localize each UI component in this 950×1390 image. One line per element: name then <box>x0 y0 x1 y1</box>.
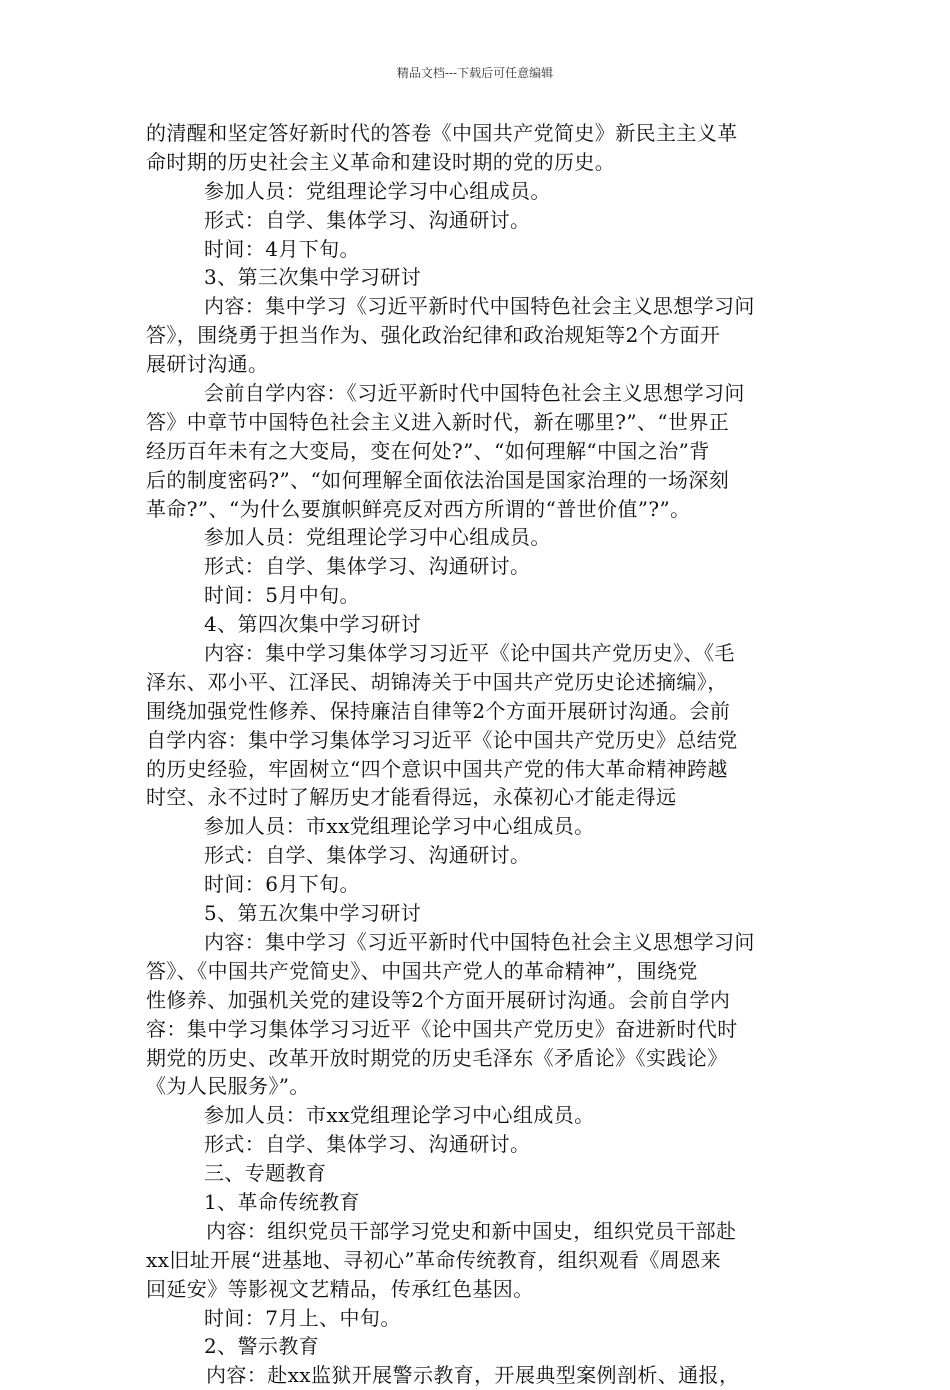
text-line: 内容：集中学习《习近平新时代中国特色社会主义思想学习问 <box>204 294 755 319</box>
text-line: xx旧址开展“进基地、寻初心”革命传统教育，组织观看《周恩来 <box>146 1247 722 1272</box>
text-line: 4、第四次集中学习研讨 <box>204 612 422 637</box>
text-line: 《为人民服务》”。 <box>146 1074 310 1099</box>
text-line: 期党的历史、改革开放时期党的历史毛泽东《矛盾论》《实践论》 <box>146 1045 728 1070</box>
text-line: 展研讨沟通。 <box>146 352 269 377</box>
text-line: 会前自学内容：《习近平新时代中国特色社会主义思想学习问 <box>204 381 745 406</box>
text-line: 时间：5月中旬。 <box>204 583 360 608</box>
text-line: 革命?”、“为什么要旗帜鲜亮反对西方所谓的“普世价值”?”。 <box>146 496 691 521</box>
text-line: 的历史经验，牢固树立“四个意识中国共产党的伟大革命精神跨越 <box>146 756 728 781</box>
text-line: 参加人员：市xx党组理论学习中心组成员。 <box>204 814 595 839</box>
document-body <box>146 119 808 1390</box>
text-line: 容：集中学习集体学习习近平《论中国共产党历史》奋进新时代时 <box>146 1016 738 1041</box>
text-line: 形式：自学、集体学习、沟通研讨。 <box>204 207 531 232</box>
text-line: 泽东、邓小平、江泽民、胡锦涛关于中国共产党历史论述摘编》， <box>146 669 728 694</box>
text-line: 答》，围绕勇于担当作为、强化政治纪律和政治规矩等2个方面开 <box>146 323 721 348</box>
text-line: 内容：赴xx监狱开展警示教育，开展典型案例剖析、通报， <box>206 1363 740 1388</box>
text-line: 回延安》等影视文艺精品，传承红色基因。 <box>146 1276 534 1301</box>
text-line: 时间：6月下旬。 <box>204 872 360 897</box>
text-line: 参加人员：市xx党组理论学习中心组成员。 <box>204 1103 595 1128</box>
page-header: 精品文档---下载后可任意编辑 <box>396 66 554 80</box>
text-line: 时间：7月上、中旬。 <box>204 1305 401 1330</box>
text-line: 答》、《中国共产党简史》、中国共产党人的革命精神”，围绕党 <box>146 958 698 983</box>
text-line: 后的制度密码?”、“如何理解全面依法治国是国家治理的一场深刻 <box>146 467 730 492</box>
text-line: 围绕加强党性修养、保持廉洁自律等2个方面开展研讨沟通。会前 <box>146 698 731 723</box>
text-line: 形式：自学、集体学习、沟通研讨。 <box>204 843 531 868</box>
text-line: 命时期的历史社会主义革命和建设时期的党的历史。 <box>146 149 616 174</box>
text-line: 内容：集中学习《习近平新时代中国特色社会主义思想学习问 <box>204 929 755 954</box>
text-line: 时空、永不过时了解历史才能看得远，永葆初心才能走得远 <box>146 785 677 810</box>
text-line: 答》中章节中国特色社会主义进入新时代，新在哪里?”、“世界正 <box>146 409 730 434</box>
text-line: 3、第三次集中学习研讨 <box>204 265 422 290</box>
text-line: 形式：自学、集体学习、沟通研讨。 <box>204 1132 531 1157</box>
text-line: 5、第五次集中学习研讨 <box>204 901 422 926</box>
text-line: 的清醒和坚定答好新时代的答卷《中国共产党简史》新民主主义革 <box>146 121 738 145</box>
text-line: 性修养、加强机关党的建设等2个方面开展研讨沟通。会前自学内 <box>146 987 731 1012</box>
text-line: 2、警示教育 <box>204 1334 320 1359</box>
text-line: 自学内容：集中学习集体学习习近平《论中国共产党历史》总结党 <box>146 727 738 752</box>
text-line: 1、革命传统教育 <box>204 1189 360 1214</box>
text-line: 内容：集中学习集体学习习近平《论中国共产党历史》、《毛 <box>204 641 735 666</box>
text-line: 经历百年未有之大变局，变在何处?”、“如何理解“中国之治”背 <box>146 438 710 463</box>
text-line: 参加人员：党组理论学习中心组成员。 <box>204 178 551 203</box>
text-line: 参加人员：党组理论学习中心组成员。 <box>204 525 551 550</box>
text-line: 形式：自学、集体学习、沟通研讨。 <box>204 554 531 579</box>
text-line: 时间：4月下旬。 <box>204 236 360 261</box>
text-line: 内容：组织党员干部学习党史和新中国史，组织党员干部赴 <box>206 1218 737 1243</box>
text-line: 三、专题教育 <box>204 1161 327 1186</box>
